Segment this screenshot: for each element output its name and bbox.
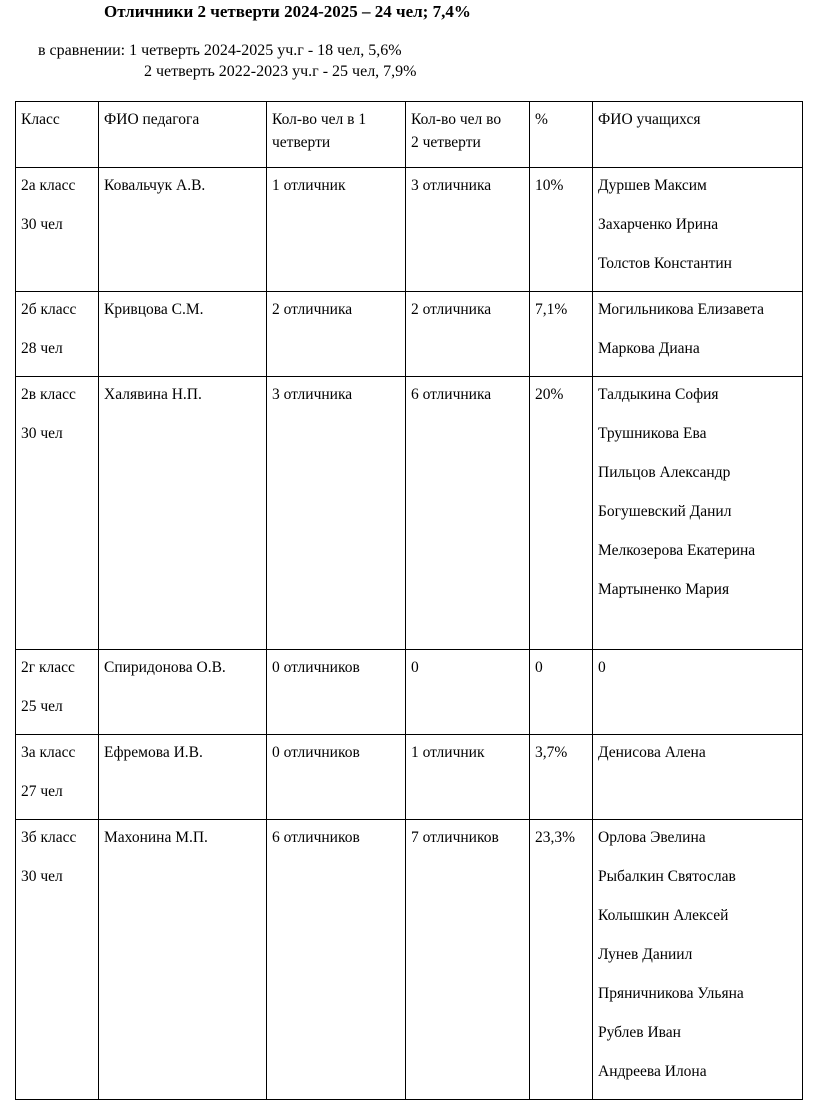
- q2-count-cell: [406, 377, 530, 650]
- teacher-cell-text: Ковальчук А.В.: [104, 177, 206, 194]
- class-cell-text: 30 чел: [21, 216, 63, 233]
- class-cell-text: 2а класс: [21, 177, 76, 194]
- percent-cell-text: 3,7%: [535, 744, 568, 761]
- class-cell-text: 2в класс: [21, 386, 76, 403]
- teacher-cell-text: Ефремова И.В.: [104, 744, 203, 761]
- percent-cell: [530, 820, 593, 1100]
- students-cell-text: Дуршев Максим: [598, 177, 707, 194]
- students-cell-text: Рублев Иван: [598, 1024, 681, 1041]
- comparison-line-1: в сравнении: 1 четверть 2024-2025 уч.г - 18 чел, 5,6%: [38, 42, 402, 59]
- class-cell-text: 2г класс: [21, 659, 75, 676]
- class-cell-text: 2б класс: [21, 301, 77, 318]
- class-cell: [16, 650, 99, 735]
- header-class: Класс: [16, 102, 99, 168]
- q1-count-cell-text: 0 отличников: [272, 744, 360, 761]
- q1-count-cell: [267, 650, 406, 735]
- teacher-cell: [99, 650, 267, 735]
- class-cell-text: 30 чел: [21, 425, 63, 442]
- table-row: [16, 292, 803, 377]
- percent-cell: [530, 650, 593, 735]
- class-cell: [16, 292, 99, 377]
- q1-count-cell: [267, 377, 406, 650]
- q2-count-cell: [406, 168, 530, 292]
- teacher-cell-text: Спиридонова О.В.: [104, 659, 226, 676]
- class-cell-text: 3а класс: [21, 744, 76, 761]
- teacher-cell: [99, 292, 267, 377]
- q1-count-cell: [267, 292, 406, 377]
- table-row: [16, 650, 803, 735]
- students-cell-text: Рыбалкин Святослав: [598, 868, 736, 885]
- students-cell-text: Богушевский Данил: [598, 503, 732, 520]
- students-cell-text: Талдыкина София: [598, 386, 719, 403]
- class-cell-text: 28 чел: [21, 340, 63, 357]
- class-cell-text: 3б класс: [21, 829, 77, 846]
- students-cell: [593, 820, 803, 1100]
- q1-count-cell-text: 1 отличник: [272, 177, 346, 194]
- class-cell: [16, 168, 99, 292]
- q1-count-cell-text: 3 отличника: [272, 386, 353, 403]
- teacher-cell: [99, 820, 267, 1100]
- students-cell-text: Пряничникова Ульяна: [598, 985, 744, 1002]
- students-cell: [593, 735, 803, 820]
- percent-cell-text: 7,1%: [535, 301, 568, 318]
- students-cell-text: Мелкозерова Екатерина: [598, 542, 756, 559]
- percent-cell-text: 10%: [535, 177, 564, 194]
- percent-cell-text: 0: [535, 659, 543, 676]
- class-cell-text: 27 чел: [21, 783, 63, 800]
- percent-cell: [530, 292, 593, 377]
- q2-count-cell: [406, 820, 530, 1100]
- table-row: [16, 820, 803, 1100]
- class-cell: [16, 735, 99, 820]
- table-row: [16, 735, 803, 820]
- q1-count-cell: [267, 735, 406, 820]
- students-cell-text: Захарченко Ирина: [598, 216, 719, 233]
- teacher-cell-text: Кривцова С.М.: [104, 301, 204, 318]
- q1-count-cell-text: 0 отличников: [272, 659, 360, 676]
- q2-count-cell: [406, 735, 530, 820]
- students-cell-text: Денисова Алена: [598, 744, 706, 761]
- students-cell-text: Мартыненко Мария: [598, 581, 730, 598]
- q2-count-cell-text: 2 отличника: [411, 301, 492, 318]
- header-teacher: ФИО педагога: [99, 102, 267, 168]
- class-cell-text: 30 чел: [21, 868, 63, 885]
- q2-count-cell-text: 3 отличника: [411, 177, 492, 194]
- q2-count-cell: [406, 650, 530, 735]
- header-students: ФИО учащихся: [593, 102, 803, 168]
- q2-count-cell-text: 1 отличник: [411, 744, 485, 761]
- q1-count-cell-text: 2 отличника: [272, 301, 353, 318]
- percent-cell: [530, 377, 593, 650]
- students-cell-text: Трушникова Ева: [598, 425, 707, 442]
- header-q1: Кол-во чел в 1 четверти: [267, 102, 406, 168]
- q2-count-cell: [406, 292, 530, 377]
- students-cell: [593, 292, 803, 377]
- header-q2: Кол-во чел во 2 четверти: [406, 102, 530, 168]
- percent-cell: [530, 168, 593, 292]
- table-header-row: [16, 102, 803, 168]
- students-cell-text: Маркова Диана: [598, 340, 700, 357]
- class-cell-text: 25 чел: [21, 698, 63, 715]
- students-cell-text: Пильцов Александр: [598, 464, 731, 481]
- students-cell-text: Могильникова Елизавета: [598, 301, 765, 318]
- q2-count-cell-text: 6 отличника: [411, 386, 492, 403]
- students-cell: [593, 650, 803, 735]
- teacher-cell: [99, 377, 267, 650]
- q2-count-cell-text: 7 отличников: [411, 829, 499, 846]
- percent-cell: [530, 735, 593, 820]
- students-cell: [593, 168, 803, 292]
- students-cell-text: Колышкин Алексей: [598, 907, 729, 924]
- students-cell: [593, 377, 803, 650]
- table-row: [16, 377, 803, 650]
- students-cell-text: Андреева Илона: [598, 1063, 707, 1080]
- document-title: Отличники 2 четверти 2024-2025 – 24 чел; 7,4%: [104, 2, 471, 21]
- q1-count-cell-text: 6 отличников: [272, 829, 360, 846]
- teacher-cell: [99, 168, 267, 292]
- percent-cell-text: 23,3%: [535, 829, 576, 846]
- table-row: [16, 168, 803, 292]
- class-cell: [16, 820, 99, 1100]
- students-cell-text: 0: [598, 659, 606, 676]
- q1-count-cell: [267, 820, 406, 1100]
- honor-students-table: [15, 101, 803, 1100]
- students-cell-text: Лунев Даниил: [598, 946, 693, 963]
- q2-count-cell-text: 0: [411, 659, 419, 676]
- percent-cell-text: 20%: [535, 386, 564, 403]
- students-cell-text: Орлова Эвелина: [598, 829, 706, 846]
- header-percent: %: [530, 102, 593, 168]
- comparison-line-2: 2 четверть 2022-2023 уч.г - 25 чел, 7,9%: [144, 63, 417, 80]
- q1-count-cell: [267, 168, 406, 292]
- teacher-cell-text: Халявина Н.П.: [104, 386, 202, 403]
- teacher-cell-text: Махонина М.П.: [104, 829, 208, 846]
- teacher-cell: [99, 735, 267, 820]
- students-cell-text: Толстов Константин: [598, 255, 732, 272]
- class-cell: [16, 377, 99, 650]
